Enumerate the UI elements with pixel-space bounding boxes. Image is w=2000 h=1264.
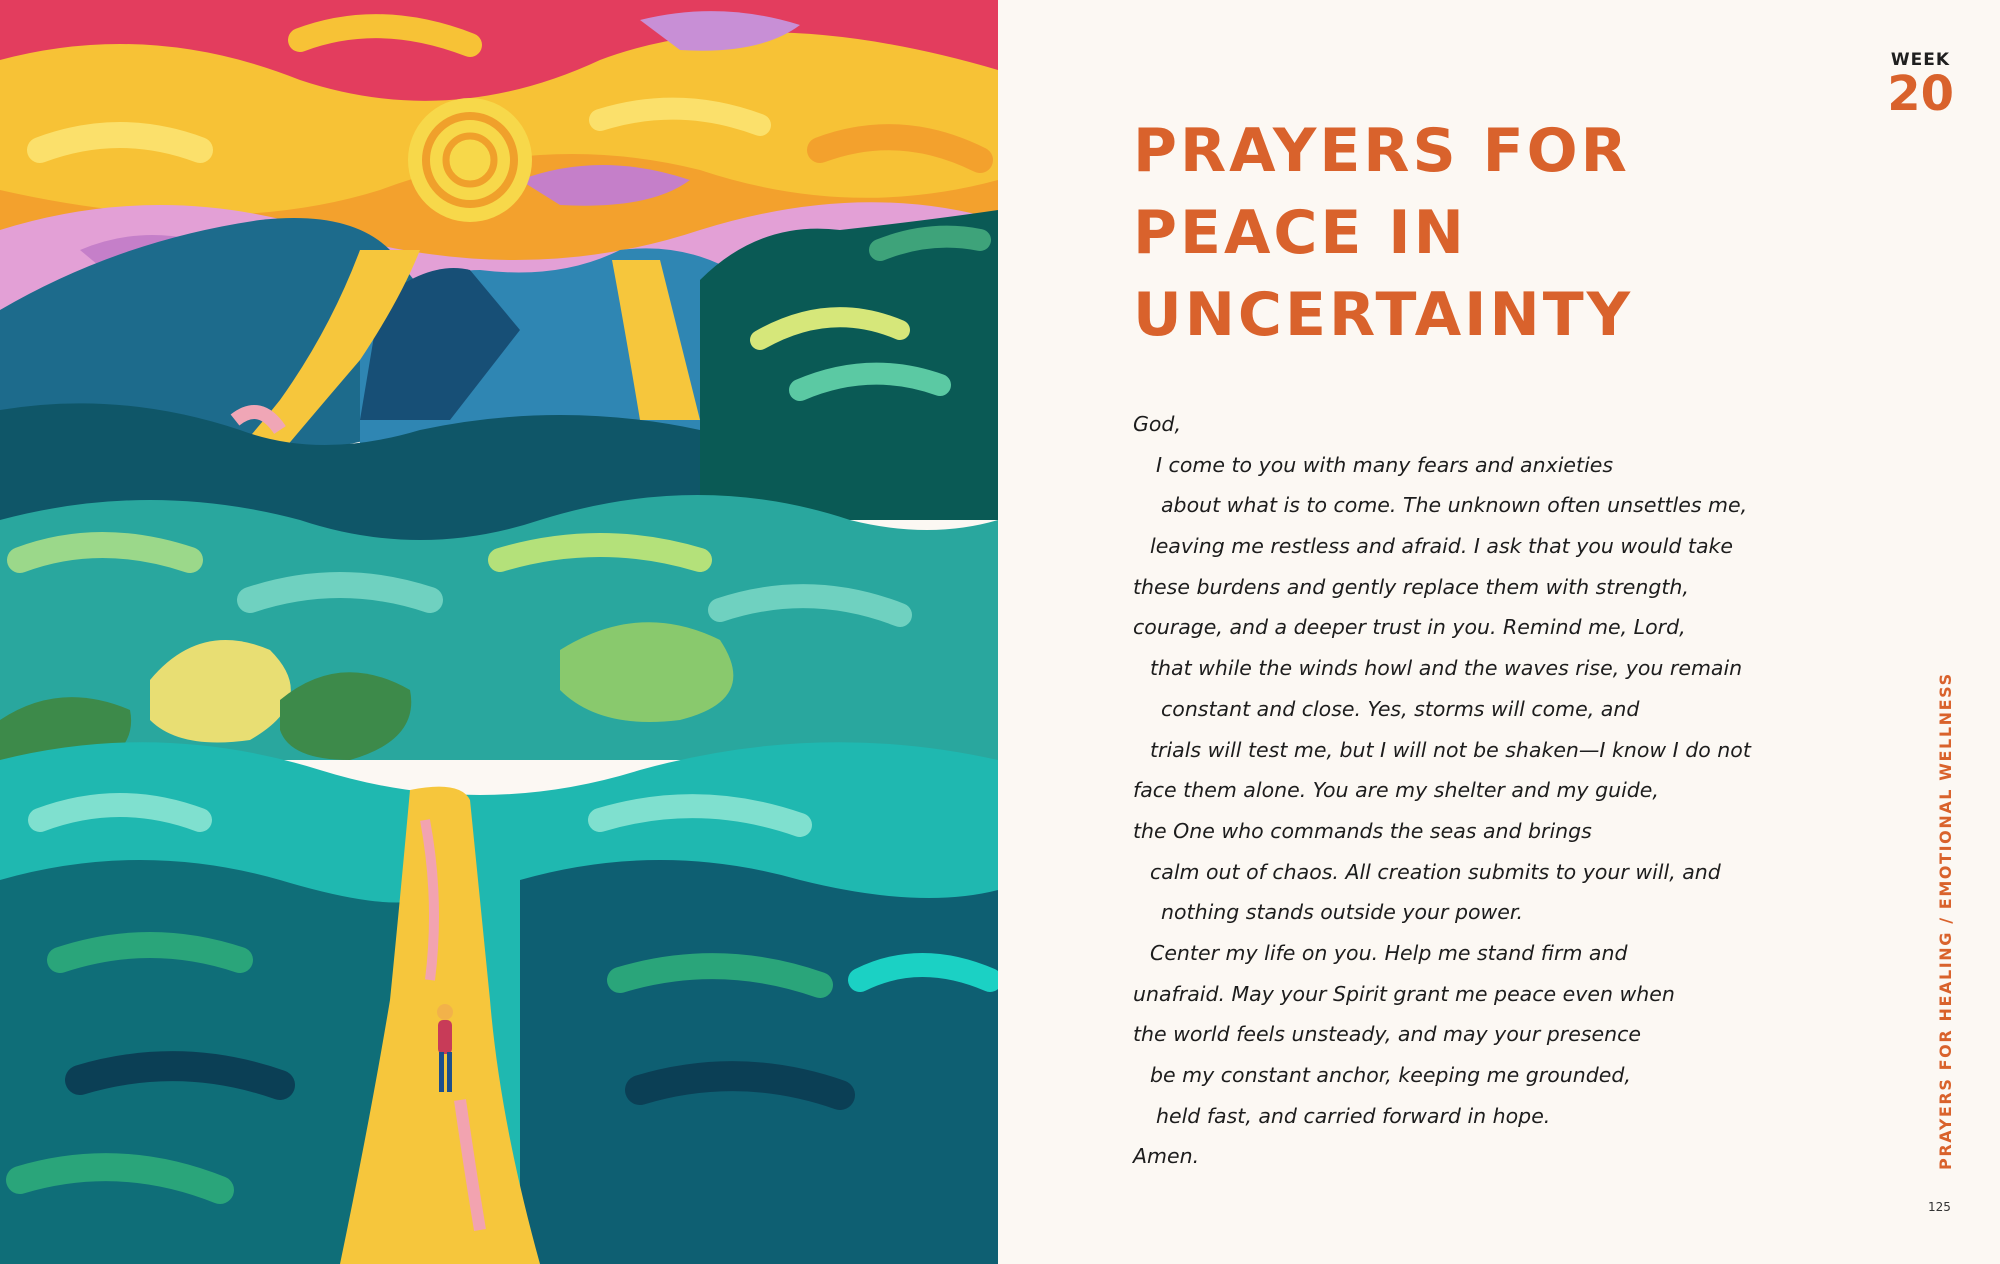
title-line: PRAYERS FOR bbox=[1133, 116, 1630, 186]
prayer-line: face them alone. You are my shelter and my guide, bbox=[1133, 778, 1659, 803]
week-number: 20 bbox=[1887, 66, 1954, 122]
painted-landscape-illustration bbox=[0, 0, 998, 1264]
prayer-line: constant and close. Yes, storms will come, and bbox=[1161, 696, 1640, 721]
prayer-line: held fast, and carried forward in hope. bbox=[1156, 1103, 1551, 1128]
prayer-line: that while the winds howl and the waves rise, you remain bbox=[1150, 656, 1743, 681]
prayer-line: be my constant anchor, keeping me grounded, bbox=[1150, 1063, 1631, 1087]
page-title bbox=[1133, 110, 1633, 356]
text-page bbox=[998, 0, 2000, 1264]
week-label: WEEK bbox=[1890, 50, 1950, 70]
prayer-line: nothing stands outside your power. bbox=[1161, 900, 1523, 925]
title-line: UNCERTAINTY bbox=[1133, 280, 1634, 350]
prayer-line: I come to you with many fears and anxieties bbox=[1156, 452, 1614, 477]
section-label: PRAYERS FOR HEALING / EMOTIONAL WELLNESS bbox=[1936, 672, 1955, 1170]
prayer-line: about what is to come. The unknown often unsettles me, bbox=[1161, 493, 1748, 518]
prayer-line: unafraid. May your Spirit grant me peace even when bbox=[1133, 981, 1675, 1006]
prayer-line: the One who commands the seas and brings bbox=[1133, 818, 1592, 843]
prayer-line: courage, and a deeper trust in you. Remind me, Lord, bbox=[1133, 615, 1686, 640]
prayer-text bbox=[1133, 404, 1751, 1177]
prayer-line: calm out of chaos. All creation submits to your will, and bbox=[1150, 859, 1721, 884]
prayer-line: Center my life on you. Help me stand firm and bbox=[1150, 940, 1628, 965]
prayer-line: leaving me restless and afraid. I ask that you would take bbox=[1150, 534, 1733, 559]
prayer-line: trials will test me, but I will not be shaken—I know I do not bbox=[1150, 737, 1751, 762]
page-number: 125 bbox=[1928, 1200, 1951, 1214]
prayer-line: God, bbox=[1133, 412, 1181, 436]
title-line: PEACE IN bbox=[1133, 198, 1467, 268]
prayer-line: the world feels unsteady, and may your presence bbox=[1133, 1022, 1642, 1047]
prayer-line: Amen. bbox=[1133, 1144, 1200, 1169]
prayer-line: these burdens and gently replace them with strength, bbox=[1133, 574, 1689, 599]
